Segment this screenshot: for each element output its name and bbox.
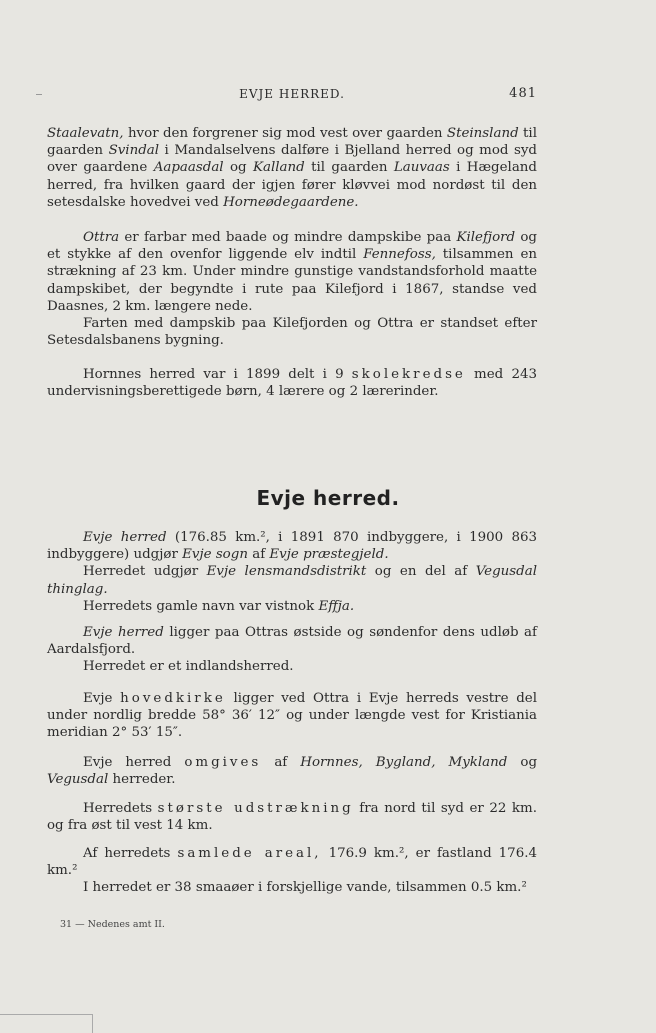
signature-footnote: 31 — Nedenes amt II.: [60, 919, 165, 930]
paragraph: Af herredets samlede areal, 176.9 km.², er fastland 176.4 km.²: [47, 846, 537, 879]
text-block-upper: [47, 125, 537, 211]
text-block-extent: [47, 800, 537, 834]
paragraph: Farten med dampskib paa Kilefjorden og Ottra er standset efter Setesdalsbanens bygning.: [47, 316, 537, 349]
text-block-location: [47, 624, 537, 676]
paragraph: Hornnes herred var i 1899 delt i 9 skolekredse med 243 undervisningsberettigede børn, 4 lærere og 2 lærerinder.: [47, 367, 537, 400]
paragraph: Herredets gamle navn var vistnok Effja.: [83, 598, 355, 614]
paragraph: Herredet udgjør Evje lensmandsdistrikt og en del af Vegusdal thinglag.: [47, 564, 537, 597]
running-title: EVJE HERRED.: [239, 87, 345, 101]
text-block-borders: [47, 754, 537, 788]
text-block-evje: [47, 529, 537, 615]
paragraph: Evje herred omgives af Hornnes, Bygland, Mykland og Vegusdal herreder.: [47, 755, 538, 788]
paragraph: Herredet er et indlandsherred.: [83, 659, 294, 675]
paragraph: Evje hovedkirke ligger ved Ottra i Evje herreds vestre del under nordlig bredde 58° 36′ 12″ og under længde vest for Kristiania meridian 2° 53′ 15″.: [47, 691, 537, 741]
page-number: 481: [509, 86, 537, 101]
paragraph: Evje herred ligger paa Ottras østside og søndenfor dens udløb af Aardalsfjord.: [47, 625, 537, 658]
text-block-ottra: [47, 229, 537, 349]
section-heading: Evje herred.: [256, 486, 400, 510]
paragraph: I herredet er 38 smaaøer i forskjellige vande, tilsammen 0.5 km.²: [83, 880, 527, 896]
running-head: [47, 87, 537, 105]
paragraph: Evje herred (176.85 km.², i 1891 870 indbyggere, i 1900 863 indbyggere) udgjør Evje sogn af Evje præstegjeld.: [47, 530, 537, 563]
text-block-church: [47, 690, 537, 742]
text-block-schools: [47, 366, 537, 400]
margin-mark: [36, 94, 42, 95]
scan-edge-mark: [0, 1014, 93, 1033]
paragraph: Staalevatn, hvor den forgrener sig mod vest over gaarden Steinsland til gaarden Svindal i Mandalselvens dalføre i Bjelland herred og mod syd over gaardene Aapaasdal og Kalland til gaarden Lauvaas i Hægeland herred, fra hvilken gaard der igjen fører kløvvei mod nordøst til den setesdalske hovedvei ved Horneødegaardene.: [47, 126, 537, 210]
text-block-area: [47, 845, 537, 897]
paragraph: Herredets største udstrækning fra nord til syd er 22 km. og fra øst til vest 14 km.: [47, 801, 537, 834]
paragraph: Ottra er farbar med baade og mindre dampskibe paa Kilefjord og et stykke af den ovenfor liggende elv indtil Fennefoss, tilsammen en strækning af 23 km. Under mindre gunstige vandstandsforhold maatte dampskibet, der begyndte i rute paa Kilefjord i 1867, standse ved Daasnes, 2 km. længere nede.: [47, 230, 537, 314]
